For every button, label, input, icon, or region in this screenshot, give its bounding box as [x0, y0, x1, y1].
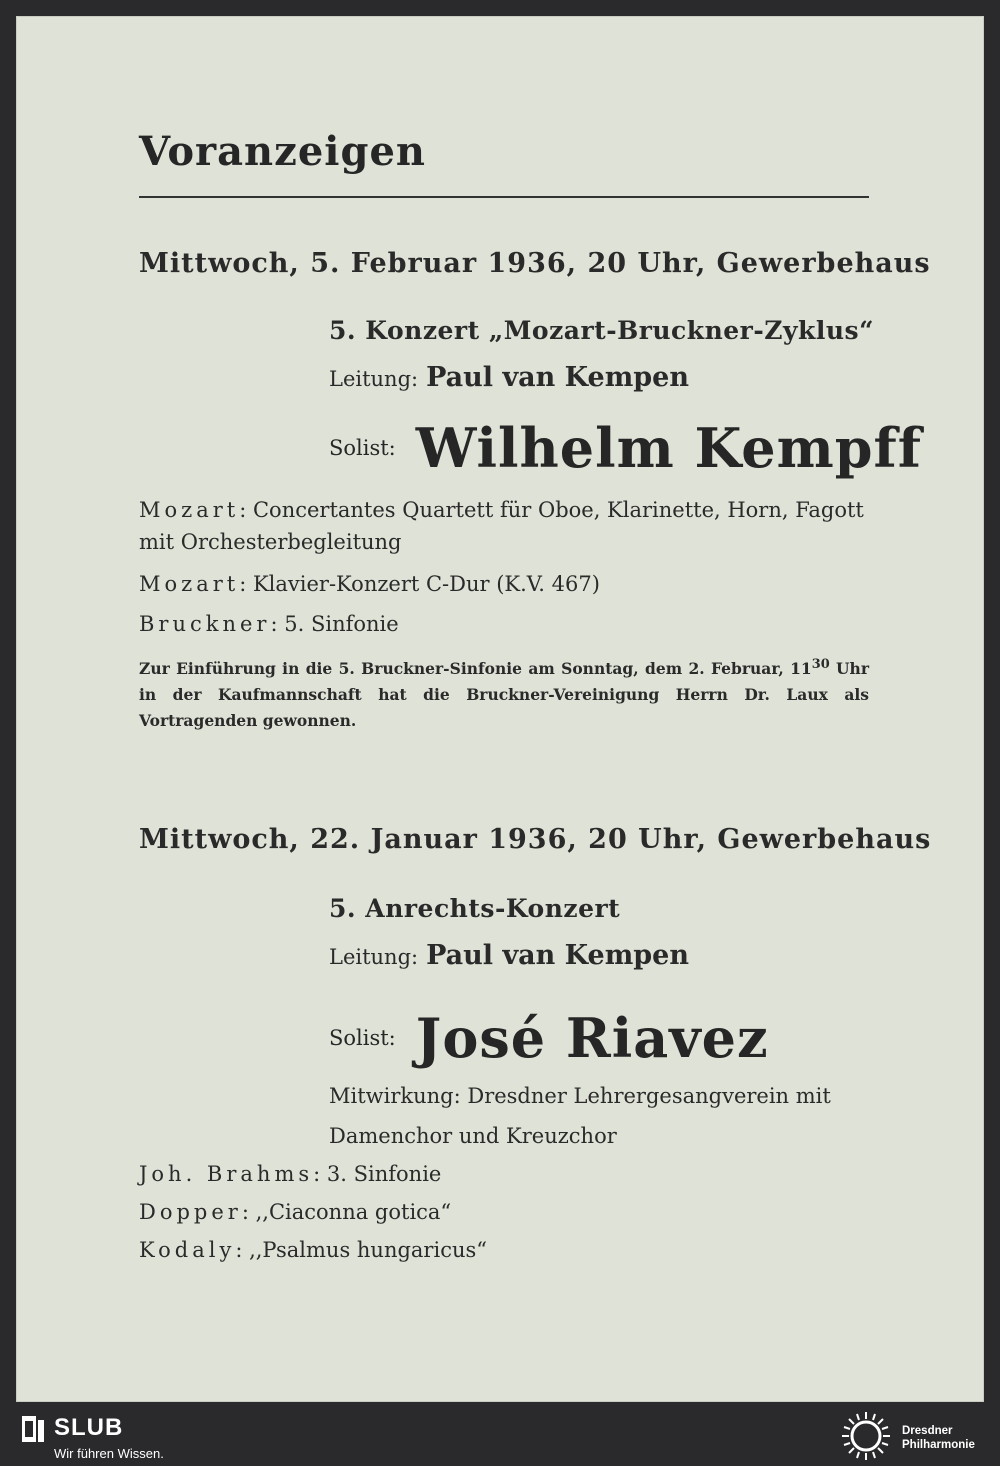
work: 3. Sinfonie: [326, 1162, 442, 1186]
philharmonie-line1: Dresdner: [902, 1425, 953, 1437]
leitung-label: Leitung:: [329, 945, 419, 969]
composer: Mozart: [139, 572, 240, 596]
event2-program-item: Joh. Brahms: 3. Sinfonie: [139, 1162, 442, 1186]
philharmonie-logo-icon: [840, 1410, 892, 1462]
work: 5. Sinfonie: [284, 612, 399, 636]
event2-solist: [329, 1006, 769, 1070]
composer: Bruckner: [139, 612, 271, 636]
event1-concert: 5. Konzert „Mozart-Bruckner-Zyklus“: [329, 316, 874, 345]
intro-time-superscript: 30: [811, 657, 830, 672]
event1-leitung: [329, 362, 689, 393]
intro-text: Zur Einführung in die 5. Bruckner-Sinfonie am Sonntag, dem 2. Februar, 11: [139, 659, 812, 679]
soloist-name: Wilhelm Kempff: [415, 416, 923, 480]
page-title: Voranzeigen: [139, 128, 426, 175]
work: ,,Psalmus hungaricus“: [249, 1238, 487, 1262]
work: Concertantes Quartett für Oboe, Klarinette, Horn, Fagott mit Orchesterbegleitung: [139, 498, 864, 554]
event1-solist: [329, 416, 922, 480]
composer: Kodaly: [139, 1238, 236, 1262]
slub-tagline: Wir führen Wissen.: [54, 1446, 164, 1461]
leitung-label: Leitung:: [329, 367, 419, 391]
composer: Dopper: [139, 1200, 242, 1224]
composer: Mozart: [139, 498, 240, 522]
conductor-name: Paul van Kempen: [426, 940, 689, 971]
slub-logo-icon: [22, 1416, 44, 1442]
work: Klavier-Konzert C-Dur (K.V. 467): [252, 572, 600, 596]
event2-leitung: [329, 940, 689, 971]
solist-label: Solist:: [329, 436, 396, 460]
title-rule: [139, 196, 869, 198]
event2-program-item: Dopper: ,,Ciaconna gotica“: [139, 1200, 452, 1224]
document-page: [16, 16, 984, 1402]
event2-mitwirkung: Mitwirkung: Dresdner Lehrergesangverein mit Damenchor und Kreuzchor: [329, 1084, 831, 1148]
event2-date: Mittwoch, 22. Januar 1936, 20 Uhr, Gewerbehaus: [139, 824, 932, 855]
conductor-name: Paul van Kempen: [426, 362, 689, 393]
footer-bar: [0, 1402, 1000, 1466]
intro-text: Uhr in der Kaufmannschaft hat die Bruckner-Vereinigung Herrn Dr. Laux als Vortragenden gewonnen.: [139, 659, 869, 731]
philharmonie-line2: Philharmonie: [902, 1439, 975, 1451]
soloist-name: José Riavez: [415, 1006, 769, 1070]
event2-concert: 5. Anrechts-Konzert: [329, 894, 621, 923]
event2-program-item: Kodaly: ,,Psalmus hungaricus“: [139, 1238, 487, 1262]
composer: Joh. Brahms: [139, 1162, 314, 1186]
event1-program-item: Bruckner: 5. Sinfonie: [139, 612, 399, 636]
event1-program-item: Mozart: Concertantes Quartett für Oboe, Klarinette, Horn, Fagott mit Orchesterbegleitung: [139, 498, 864, 554]
solist-label: Solist:: [329, 1026, 396, 1050]
event1-program-item: Mozart: Klavier-Konzert C-Dur (K.V. 467): [139, 572, 600, 596]
event1-intro-note: [139, 652, 869, 734]
event1-date: Mittwoch, 5. Februar 1936, 20 Uhr, Gewerbehaus: [139, 248, 931, 279]
slub-brand: SLUB: [54, 1414, 124, 1441]
philharmonie-brand: [902, 1424, 975, 1452]
work: ,,Ciaconna gotica“: [255, 1200, 452, 1224]
